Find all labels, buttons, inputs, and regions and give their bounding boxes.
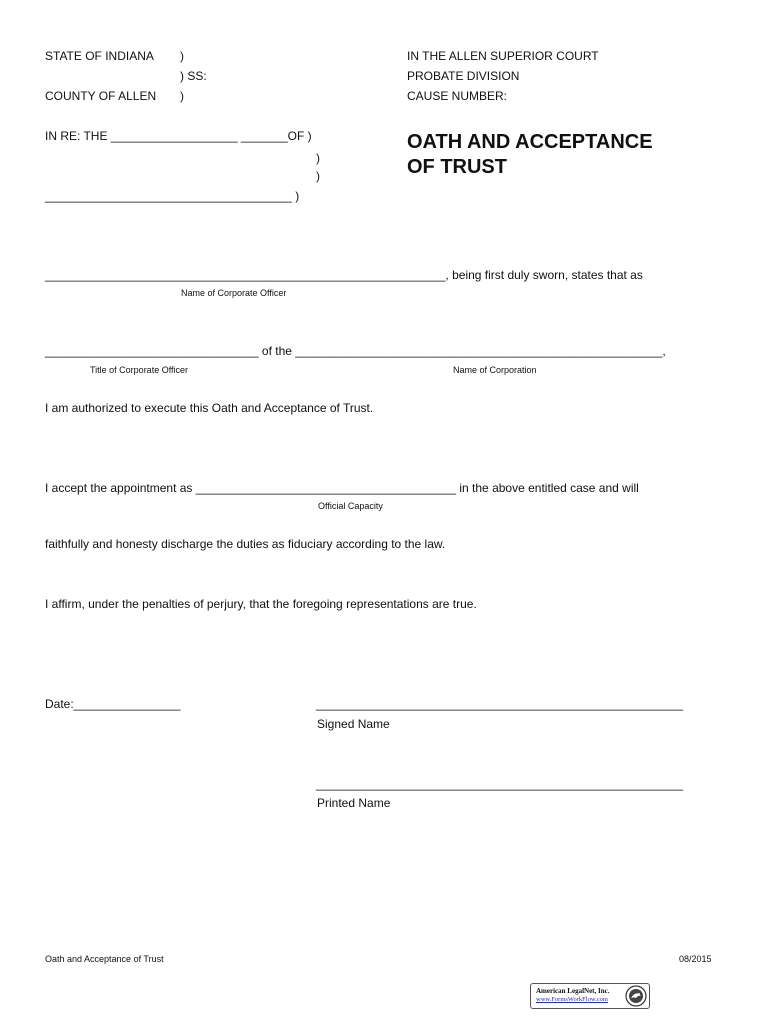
court-name: IN THE ALLEN SUPERIOR COURT: [407, 49, 599, 63]
date-line: Date:________________: [45, 697, 181, 711]
document-title-line-2: OF TRUST: [407, 156, 507, 178]
corporation-name-label: Name of Corporation: [453, 365, 537, 375]
logo-url[interactable]: www.FormsWorkFlow.com: [536, 996, 608, 1003]
paren-1: ): [180, 49, 184, 63]
logo-company-name: American LegalNet, Inc.: [536, 987, 610, 995]
state-label: STATE OF INDIANA: [45, 49, 154, 63]
division-name: PROBATE DIVISION: [407, 69, 520, 83]
in-re-line: IN RE: THE ___________________ _______OF ): [45, 129, 312, 143]
officer-name-label: Name of Corporate Officer: [181, 288, 287, 298]
accept-appointment-line: I accept the appointment as _______________________________________ in the above entitled case and will: [45, 481, 639, 495]
caption-bottom-line: _____________________________________ ): [45, 189, 300, 203]
county-label: COUNTY OF ALLEN: [45, 89, 157, 103]
caption-paren-a: ): [316, 151, 320, 165]
affirm-statement: I affirm, under the penalties of perjury, that the foregoing representations are true.: [45, 597, 477, 611]
faithfully-statement: faithfully and honesty discharge the duties as fiduciary according to the law.: [45, 537, 446, 551]
ss-label: ) SS:: [180, 69, 207, 83]
officer-name-line: ____________________________________________________________, being first duly sworn, states that as: [45, 268, 643, 282]
eagle-seal-icon: [625, 985, 647, 1007]
cause-number-label: CAUSE NUMBER:: [407, 89, 508, 103]
signed-name-line: _______________________________________________________: [316, 697, 684, 711]
caption-paren-b: ): [316, 169, 320, 183]
officer-title-label: Title of Corporate Officer: [90, 365, 189, 375]
printed-name-line: _______________________________________________________: [316, 777, 684, 791]
paren-3: ): [180, 89, 184, 103]
footer-form-date: 08/2015: [679, 954, 712, 964]
signed-name-label: Signed Name: [317, 717, 390, 731]
printed-name-label: Printed Name: [317, 796, 391, 810]
authorized-statement: I am authorized to execute this Oath and Acceptance of Trust.: [45, 401, 374, 415]
company-logo: [530, 983, 650, 1009]
footer-form-name: Oath and Acceptance of Trust: [45, 954, 164, 964]
official-capacity-label: Official Capacity: [318, 501, 383, 511]
officer-title-line: ________________________________ of the _______________________________________________________,: [45, 344, 666, 358]
document-title-line-1: OATH AND ACCEPTANCE: [407, 131, 653, 153]
